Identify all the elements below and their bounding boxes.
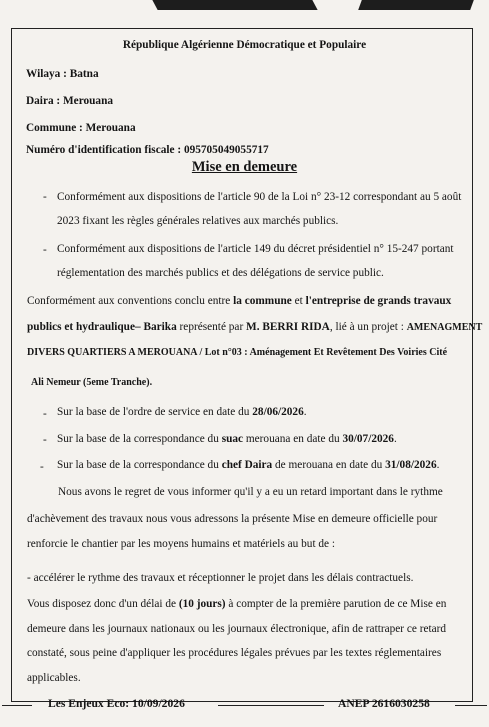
text: , lié à un projet : [329, 321, 407, 333]
base-2 [57, 432, 397, 446]
text: AMENAGMENT [406, 322, 483, 333]
text: chef Daira [221, 459, 273, 471]
article-1-line-1: Conformément aux dispositions de l'article 90 de la Loi n° 23-12 correspondant au 5 août [57, 191, 462, 203]
bullet-dash: - [43, 434, 47, 446]
text: . [436, 459, 440, 471]
body-p3-line-2: demeure dans les journaux nationaux ou les journaux électronique, afin de rattraper ce retard [27, 623, 447, 635]
footer-rule [218, 705, 324, 706]
text: . [303, 406, 307, 418]
document-title: Mise en demeure [191, 159, 298, 175]
base-1 [57, 405, 307, 419]
text: merouana en date du [243, 433, 343, 445]
republic-heading: République Algérienne Démocratique et Populaire [122, 39, 367, 51]
date: 30/07/2026 [342, 433, 394, 445]
bullet-dash: - [43, 408, 47, 420]
text: Sur la base de l'ordre de service en date du [57, 406, 253, 418]
text: suac [221, 433, 244, 445]
body-p1-line-3: renforcie le chantier par les moyens humains et matériels au but de : [27, 538, 336, 550]
article-1-line-2: 2023 fixant les règles générales relatives aux marchés publics. [57, 215, 339, 227]
text: (10 jours) [178, 598, 226, 610]
scan-edge-mark [358, 0, 474, 10]
body-p1-line-1: Nous avons le regret de vous informer qu'il y a eu un retard important dans le rythme [58, 486, 443, 498]
convention-line-2 [27, 320, 482, 335]
article-2-line-2: réglementation des marchés publics et des délégations de service public. [57, 267, 384, 279]
date: 31/08/2026 [385, 459, 437, 471]
footer-rule [455, 705, 487, 706]
body-p3-line-1 [27, 597, 446, 611]
text: . [393, 433, 397, 445]
date: 28/06/2026 [252, 406, 304, 418]
base-3 [57, 458, 439, 472]
text: de merouana en date du [272, 459, 386, 471]
commune-line: Commune : Merouana [26, 122, 136, 134]
bullet-dash: - [40, 461, 44, 473]
footer-anep-ref: ANEP 2616030258 [338, 697, 430, 710]
text: M. BERRI RIDA [246, 321, 330, 333]
body-p3-line-4: applicables. [27, 672, 81, 684]
daira-line: Daira : Merouana [26, 95, 114, 107]
footer-rule [2, 705, 32, 706]
text: la commune [233, 295, 292, 307]
text: Vous disposez donc d'un délai de [27, 598, 179, 610]
body-p3-line-3: constaté, sous peine d'appliquer les procédures légales prévues par les textes réglementaires [27, 647, 442, 659]
text: et [291, 295, 306, 307]
text: Sur la base de la correspondance du [57, 433, 222, 445]
scan-edge-mark [152, 0, 317, 10]
nif-label: Numéro d'identification fiscale : [26, 144, 182, 156]
body-p2: - accélérer le rythme des travaux et réceptionner le projet dans les délais contractuels. [27, 572, 414, 584]
nif-line [26, 143, 269, 157]
convention-line-4: Ali Nemeur (5eme Tranche). [31, 377, 153, 388]
convention-line-3: DIVERS QUARTIERS A MEROUANA / Lot n°03 : Aménagement Et Revêtement Des Voiries Cité [27, 347, 448, 358]
text: Sur la base de la correspondance du [57, 459, 222, 471]
text: à compter de la première parution de ce Mise en [225, 598, 447, 610]
text: Conformément aux conventions conclu entre [27, 295, 234, 307]
text: l'entreprise de grands travaux [305, 295, 452, 307]
convention-line-1 [27, 294, 451, 308]
text: représenté par [176, 321, 247, 333]
nif-value: 095705049055717 [183, 144, 269, 156]
bullet-dash: - [43, 191, 47, 203]
footer-publication: Les Enjeux Eco: 10/09/2026 [48, 697, 185, 710]
wilaya-line: Wilaya : Batna [26, 68, 99, 80]
article-2-line-1: Conformément aux dispositions de l'article 149 du décret présidentiel n° 15-247 portant [57, 243, 454, 255]
text: publics et hydraulique– Barika [27, 321, 177, 333]
body-p1-line-2: d'achèvement des travaux nous vous adressons la présente Mise en demeure officielle pour [27, 513, 438, 525]
bullet-dash: - [43, 244, 47, 256]
